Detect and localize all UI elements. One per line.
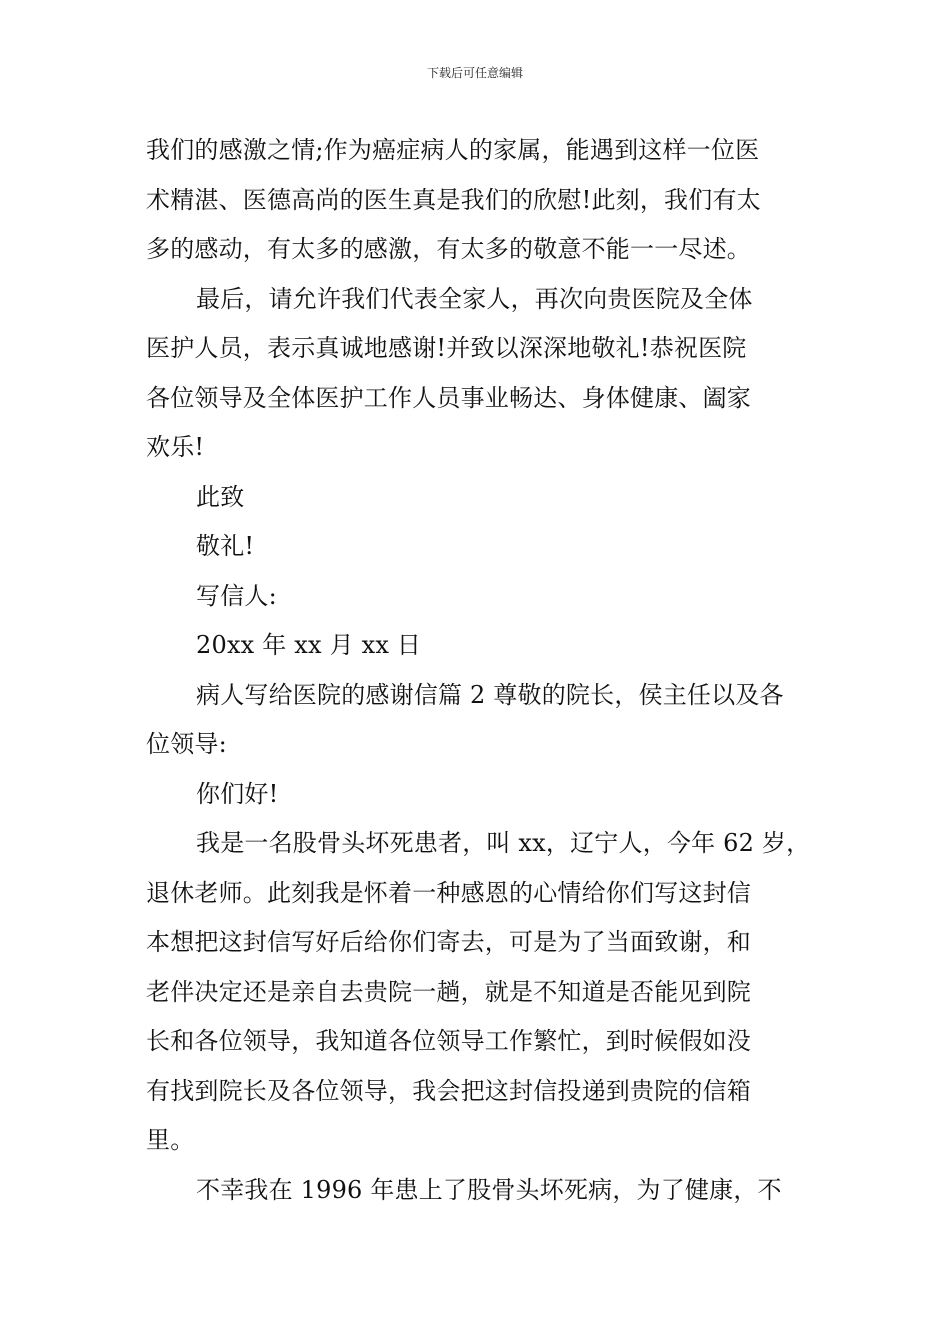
greeting-line: 你们好! [196,779,279,808]
text-line: 退休老师。此刻我是怀着一种感恩的心情给你们写这封信 [146,878,751,907]
text-line: 老伴决定还是亲自去贵院一趟，就是不知道是否能见到院 [146,977,751,1006]
letter-body [146,126,810,1215]
signature-line: 写信人: [196,581,277,610]
text-line: 不幸我在 1996 年患上了股骨头坏死病，为了健康，不 [196,1175,782,1204]
page-header: 下载后可任意编辑 [426,66,523,80]
text-line: 多的感动，有太多的感激，有太多的敬意不能一一尽述。 [146,235,751,263]
text-line: 位领导: [146,730,227,758]
text-line: 欢乐! [146,433,205,461]
text-line: 医护人员，表示真诚地感谢!并致以深深地敬礼!恭祝医院 [146,334,747,362]
closing-line: 敬礼! [196,532,255,560]
text-line: 有找到院长及各位领导，我会把这封信投递到贵院的信箱 [146,1076,751,1105]
text-line: 我是一名股骨头坏死患者，叫 xx，辽宁人，今年 62 岁， [196,829,811,857]
date-line: 20xx 年 xx 月 xx 日 [196,631,422,659]
text-line: 长和各位领导，我知道各位领导工作繁忙，到时候假如没 [146,1027,751,1055]
text-line: 最后，请允许我们代表全家人，再次向贵医院及全体 [196,284,753,313]
text-line: 各位领导及全体医护工作人员事业畅达、身体健康、阖家 [146,383,751,412]
text-line: 术精湛、医德高尚的医生真是我们的欣慰!此刻，我们有太 [146,185,761,214]
text-line: 里。 [146,1126,195,1154]
closing-line: 此致 [196,482,245,511]
section-title-line: 病人写给医院的感谢信篇 2 尊敬的院长，侯主任以及各 [196,680,784,709]
text-line: 我们的感激之情;作为癌症病人的家属，能遇到这样一位医 [146,136,760,164]
text-line: 本想把这封信写好后给你们寄去，可是为了当面致谢，和 [146,928,751,956]
